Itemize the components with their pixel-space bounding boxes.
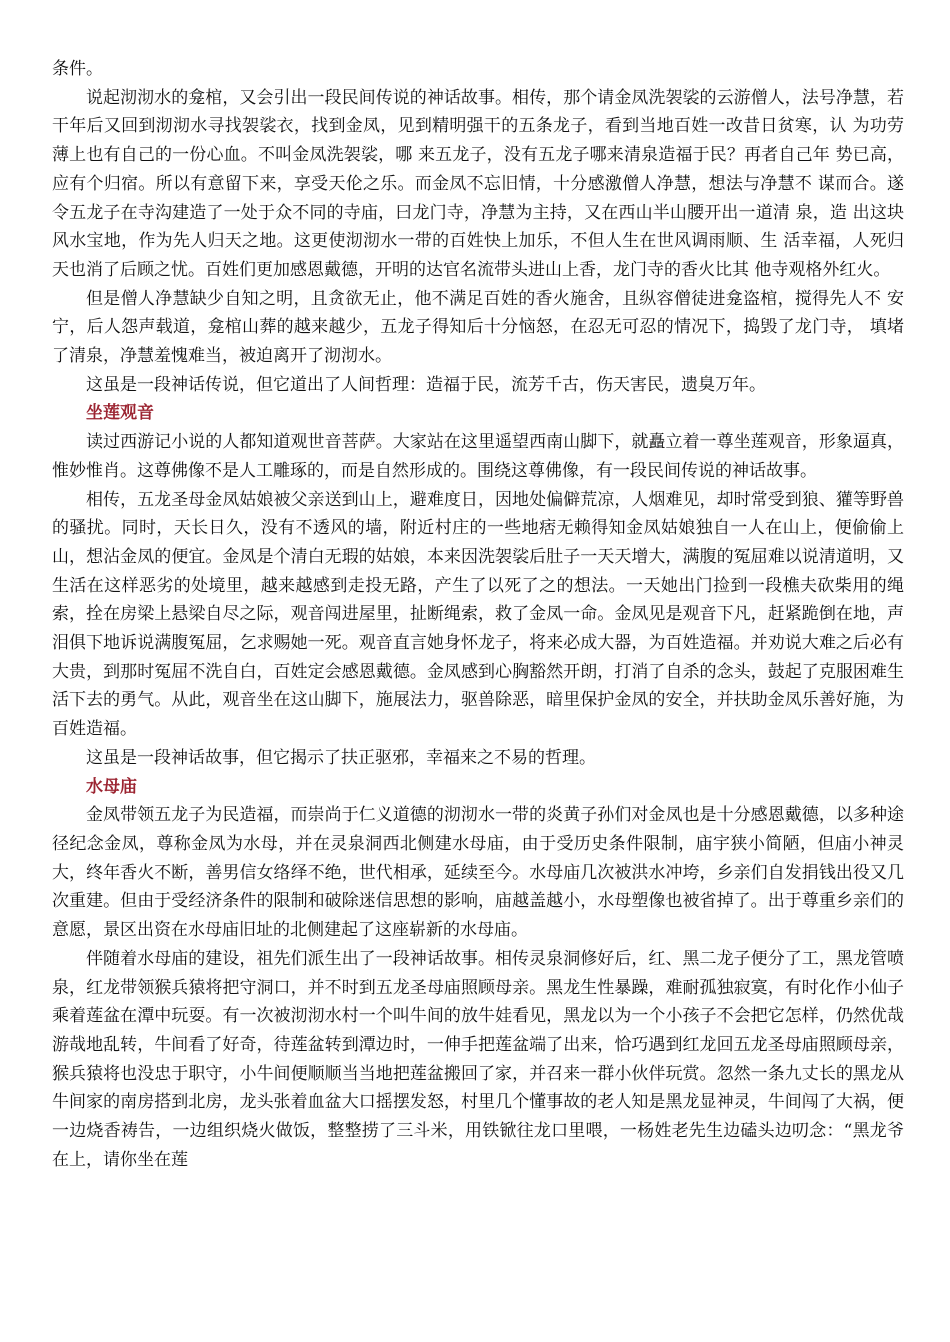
paragraph-continuation: 条件。 <box>52 59 103 79</box>
paragraph-coffin-legend: 说起沏沏水的龛棺，又会引出一段民间传说的神话故事。相传，那个请金凤洗袈裟的云游僧人，法号净慧，若干年后又回到沏沏水寻找袈裟衣，找到金凤，见到精明强干的五条龙子，看到当地百姓一改昔日贫寒，认 为功劳薄上也有自己的一份心血。不叫金凤洗袈裟，哪 来五龙子，没有五龙子哪来清泉造福于民？再者自己年 势已高，应有个归宿。所以有意留下来，享受天伦之乐。而金凤不忘旧情，十分感激僧人净慧，想法与净慧不 谋而合。遂令五龙子在寺沟建造了一处于众不同的寺庙，曰龙门寺，净慧为主持，又在西山半山腰开出一道清 泉，造 出这块风水宝地，作为先人归天之地。这更使沏沏水一带的百姓快上加乐，不但人生在世风调雨顺、生 活幸福，人死归天也消了后顾之忧。百姓们更加感恩戴德，开明的达官名流带头进山上香，龙门寺的香火比其 他寺观格外红火。 <box>52 87 904 280</box>
document-page <box>52 55 904 1174</box>
paragraph-monk-greed: 但是僧人净慧缺少自知之明，且贪欲无止，他不满足百姓的香火施舍，且纵容僧徒进龛盗棺，搅得先人不 安宁，后人怨声载道，龛棺山葬的越来越少，五龙子得知后十分恼怒，在忍无可忍的情况下，捣毁了龙门寺， 填堵了清泉，净慧羞愧难当，被迫离开了沏沏水。 <box>52 288 904 367</box>
paragraph-moral-1: 这虽是一段神话传说，但它道出了人间哲理：造福于民，流芳千古，伤天害民，遗臭万年。 <box>86 374 766 395</box>
paragraph-temple-history: 金凤带领五龙子为民造福，而崇尚于仁义道德的沏沏水一带的炎黄子孙们对金凤也是十分感恩戴德，以多种途径纪念金凤，尊称金凤为水母，并在灵泉洞西北侧建水母庙，由于受历史条件限制，庙宇狭小简陋，但庙小神灵大，终年香火不断，善男信女络绎不绝，世代相承，延续至今。水母庙几次被洪水冲垮，乡亲们自发捐钱出役又几次重建。但由于受经济条件的限制和破除迷信思想的影响，庙越盖越小，水母塑像也被省掉了。出于尊重乡亲们的意愿，景区出资在水母庙旧址的北侧建起了这座崭新的水母庙。 <box>52 805 904 941</box>
section-heading-guanyin: 坐莲观音 <box>86 403 154 424</box>
section-heading-water-mother-temple: 水母庙 <box>86 776 137 797</box>
paragraph-moral-2: 这虽是一段神话故事，但它揭示了扶正驱邪，幸福来之不易的哲理。 <box>86 747 596 768</box>
paragraph-black-dragon-legend: 伴随着水母庙的建设，祖先们派生出了一段神话故事。相传灵泉洞修好后，红、黑二龙子便分了工，黑龙管喷泉，红龙带领猴兵猿将把守洞口，并不时到五龙圣母庙照顾母亲。黑龙生性暴躁，难耐孤独寂寞，有时化作小仙子乘着莲盆在潭中玩耍。有一次被沏沏水村一个叫牛间的放牛娃看见，黑龙以为一个小孩子不会把它怎样，仍然优哉游哉地乱转，牛间看了好奇，待莲盆转到潭边时，一伸手把莲盆端了出来，恰巧遇到红龙回五龙圣母庙照顾母亲，猴兵猿将也没忠于职守，小牛间便顺顺当当地把莲盆搬回了家，并召来一群小伙伴玩赏。忽然一条九丈长的黑龙从牛间家的南房搭到北房，龙头张着血盆大口摇摆发怒，村里几个懂事故的老人知是黑龙显神灵，牛间闯了大祸，便一边烧香祷告，一边组织烧火做饭，整整捞了三斗米，用铁锨往龙口里喂，一杨姓老先生边磕头边叨念：“黑龙爷在上，请你坐在莲 <box>52 948 904 1170</box>
paragraph-guanyin-legend: 相传，五龙圣母金凤姑娘被父亲送到山上，避难度日，因地处偏僻荒凉，人烟难见，却时常受到狼、獾等野兽的骚扰。同时，天长日久，没有不透风的墙，附近村庄的一些地痞无赖得知金凤姑娘独自一人在山上，便偷偷上山，想沾金凤的便宜。金凤是个清白无瑕的姑娘，本来因洗袈裟后肚子一天天增大，满腹的冤屈难以说清道明，又生活在这样恶劣的处境里，越来越感到走投无路，产生了以死了之的想法。一天她出门捡到一段樵夫砍柴用的绳索，拴在房梁上悬梁自尽之际，观音闯进屋里，扯断绳索，救了金凤一命。金凤见是观音下凡，赶紧跪倒在地，声泪俱下地诉说满腹冤屈，乞求赐她一死。观音直言她身怀龙子，将来必成大器，为百姓造福。并劝说大难之后必有大贵，到那时冤屈不洗自白，百姓定会感恩戴德。金凤感到心胸豁然开朗，打消了自杀的念头，鼓起了克服困难生活下去的勇气。从此，观音坐在这山脚下，施展法力，驱兽除恶，暗里保护金凤的安全，并扶助金凤乐善好施，为百姓造福。 <box>52 489 904 740</box>
paragraph-guanyin-intro: 读过西游记小说的人都知道观世音菩萨。大家站在这里遥望西南山脚下，就矗立着一尊坐莲观音，形象逼真，惟妙惟肖。这尊佛像不是人工雕琢的，而是自然形成的。围绕这尊佛像，有一段民间传说的神话故事。 <box>52 432 904 481</box>
